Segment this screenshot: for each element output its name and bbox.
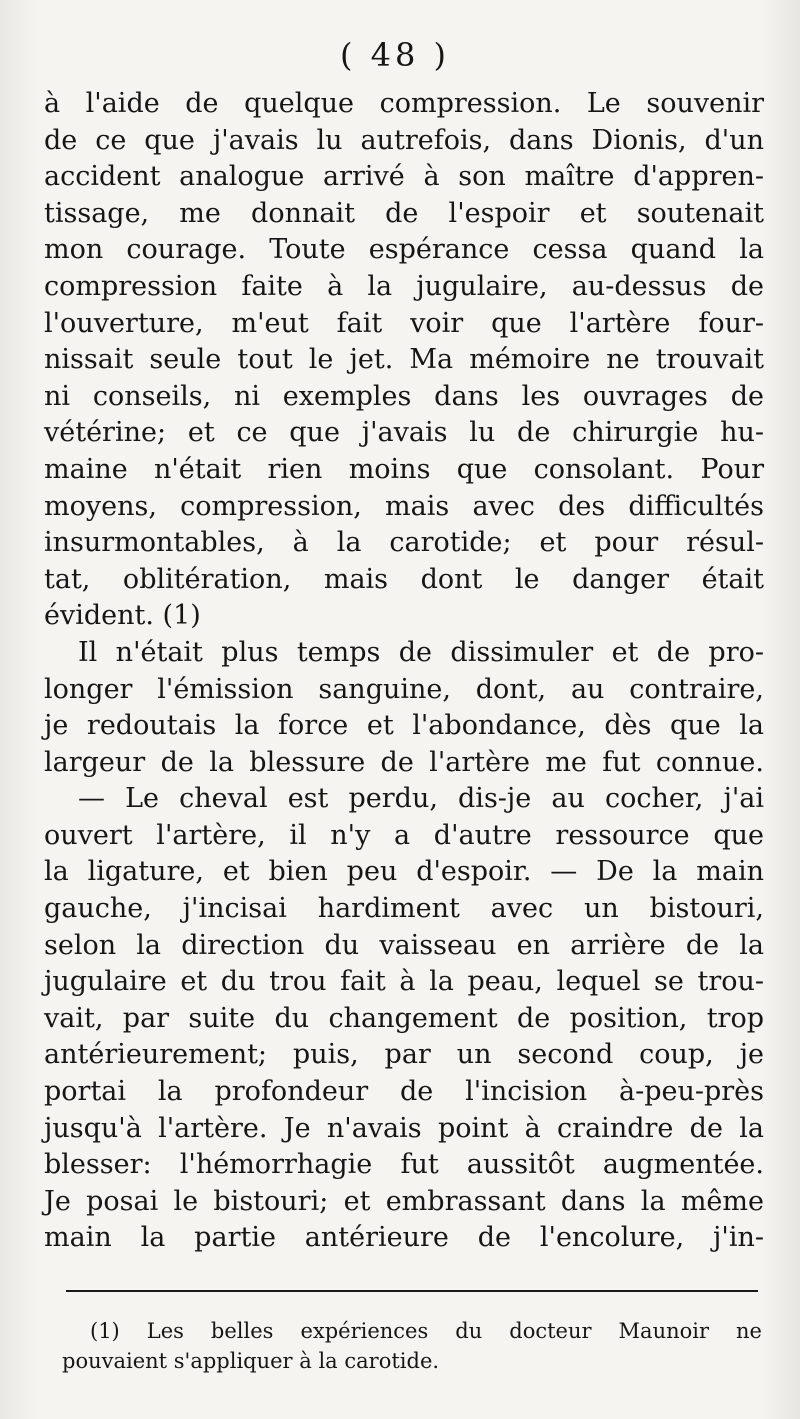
text-line: selon la direction du vaisseau en arrière de la — [44, 929, 764, 961]
text-line: mon courage. Toute espérance cessa quand la — [44, 234, 764, 266]
text-line: moyens, compression, mais avec des difficultés — [44, 490, 764, 522]
footnote — [62, 1316, 762, 1376]
text-line: accident analogue arrivé à son maître d'appren- — [44, 161, 764, 193]
text-line: maine n'était rien moins que consolant. Pour — [44, 453, 764, 485]
footnote-divider — [66, 1290, 758, 1292]
text-line: compression faite à la jugulaire, au-dessus de — [44, 270, 764, 302]
text-line: nissait seule tout le jet. Ma mémoire ne trouvait — [44, 344, 764, 376]
text-line: gauche, j'incisai hardiment avec un bistouri, — [44, 893, 764, 925]
text-line: blesser: l'hémorrhagie fut aussitôt augmentée. — [44, 1149, 764, 1181]
text-line: — Le cheval est perdu, dis-je au cocher, j'ai — [78, 783, 764, 815]
text-line: largeur de la blessure de l'artère me fut connue. — [44, 746, 764, 778]
text-line: ouvert l'artère, il n'y a d'autre ressource que — [44, 819, 764, 851]
text-line: portai la profondeur de l'incision à-peu-près — [44, 1076, 764, 1108]
text-line: vait, par suite du changement de position, trop — [44, 1002, 764, 1034]
text-line: je redoutais la force et l'abondance, dès que la — [44, 710, 764, 742]
text-line: jusqu'à l'artère. Je n'avais point à craindre de la — [44, 1112, 764, 1144]
text-line: vétérine; et ce que j'avais lu de chirurgie hu- — [44, 417, 764, 449]
text-line: tat, oblitération, mais dont le danger était — [44, 563, 764, 595]
page-number: ( 48 ) — [339, 36, 451, 74]
text-line: Il n'était plus temps de dissimuler et de pro- — [78, 636, 764, 668]
text-line: évident. (1) — [44, 600, 201, 632]
text-line: l'ouverture, m'eut fait voir que l'artère four- — [44, 307, 764, 339]
text-line: jugulaire et du trou fait à la peau, lequel se trou- — [44, 966, 764, 998]
footnote-line: (1) Les belles expériences du docteur Maunoir ne — [90, 1319, 762, 1343]
text-line: insurmontables, à la carotide; et pour résul- — [44, 527, 764, 559]
text-line: longer l'émission sanguine, dont, au contraire, — [44, 673, 764, 705]
text-line: Je posai le bistouri; et embrassant dans la même — [44, 1185, 764, 1217]
text-line: tissage, me donnait de l'espoir et soutenait — [44, 197, 764, 229]
body-text — [44, 86, 764, 1257]
text-line: antérieurement; puis, par un second coup, je — [44, 1039, 764, 1071]
text-line: à l'aide de quelque compression. Le souvenir — [44, 88, 764, 119]
text-line: de ce que j'avais lu autrefois, dans Dionis, d'un — [44, 124, 764, 156]
text-line: main la partie antérieure de l'encolure, j'in- — [44, 1222, 764, 1254]
footnote-line: pouvaient s'appliquer à la carotide. — [62, 1349, 440, 1373]
text-line: la ligature, et bien peu d'espoir. — De la main — [44, 856, 764, 888]
text-line: ni conseils, ni exemples dans les ouvrages de — [44, 380, 764, 412]
